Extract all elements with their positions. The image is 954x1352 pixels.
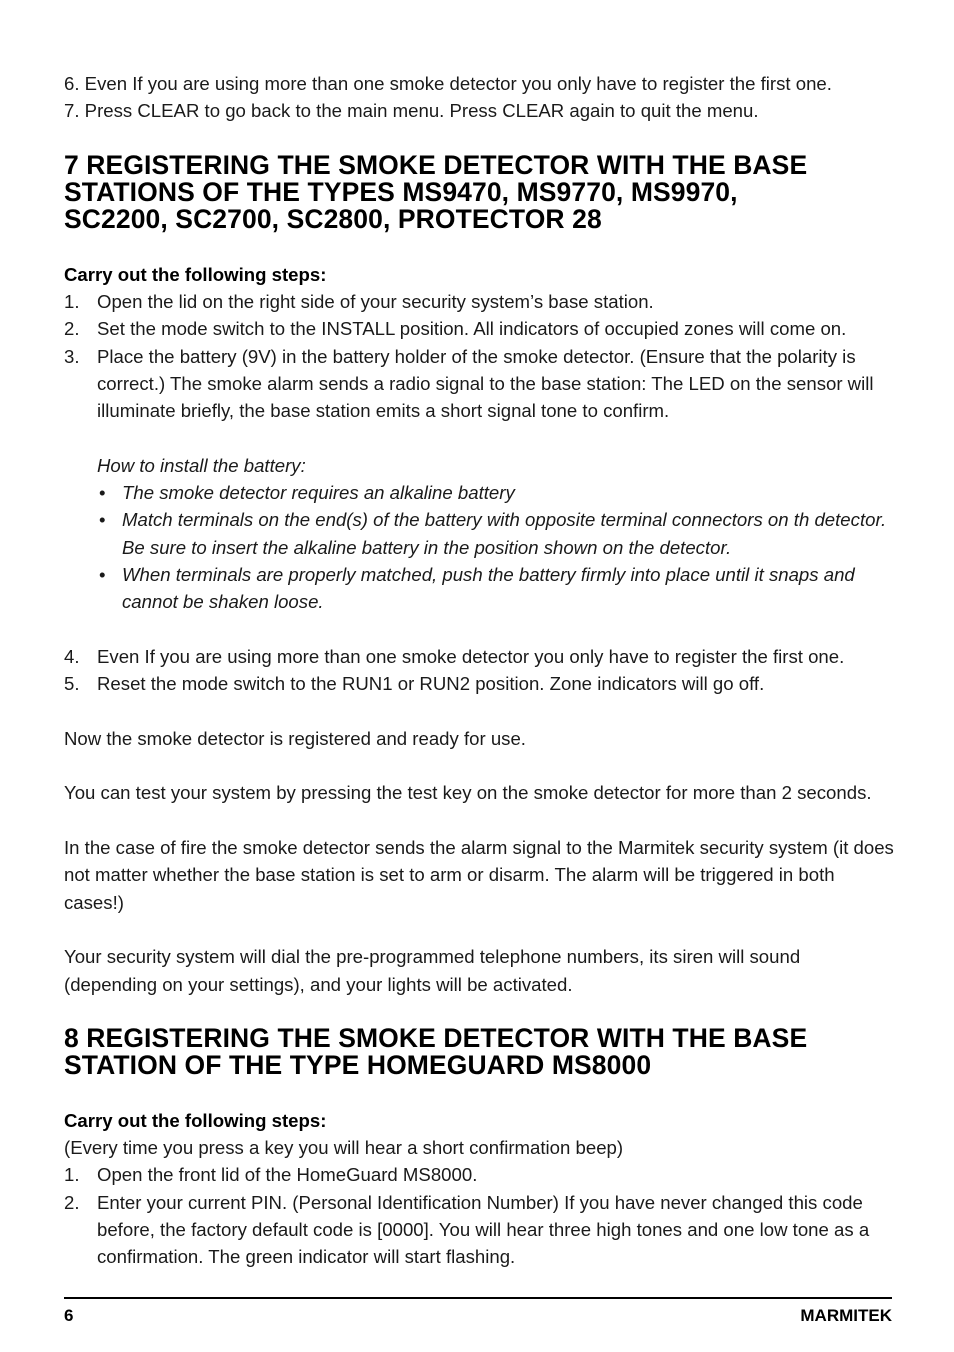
spacer <box>64 125 894 152</box>
page-content <box>64 70 894 1270</box>
step-number: 4. <box>64 645 80 667</box>
bullet-item <box>97 506 894 561</box>
paragraph-registered: Now the smoke detector is registered and ready for use. <box>64 727 526 749</box>
bullet-text: When terminals are properly matched, push the battery firmly into place until it snaps and cannot be shaken loose. <box>122 564 855 613</box>
step-item <box>64 643 894 670</box>
section-7-steps-title: Carry out the following steps: <box>64 263 327 285</box>
battery-install-title: How to install the battery: <box>97 454 306 476</box>
step-text: Enter your current PIN. (Personal Identification Number) If you have never changed this code before, the factory default code is [0000]. You will hear three high tones and one low tone as a confirmation. The green indicator will start flashing. <box>97 1191 870 1268</box>
bullet-text: The smoke detector requires an alkaline battery <box>122 482 515 504</box>
spacer <box>64 234 894 261</box>
spacer <box>64 1080 894 1107</box>
section-8-steps <box>64 1161 894 1270</box>
step-text: Open the front lid of the HomeGuard MS8000. <box>97 1164 478 1186</box>
spacer <box>64 616 894 643</box>
section-8-heading-line1: 8 REGISTERING THE SMOKE DETECTOR WITH THE BASE <box>64 1023 808 1054</box>
section-7-heading-line1: 7 REGISTERING THE SMOKE DETECTOR WITH THE BASE <box>64 149 808 180</box>
bullet-text: Match terminals on the end(s) of the battery with opposite terminal connectors on th detector. Be sure to insert the alkaline battery in the position shown on the detector. <box>122 509 887 558</box>
battery-install-bullets <box>97 479 894 615</box>
spacer <box>64 698 894 725</box>
section-8-steps-title: Carry out the following steps: <box>64 1109 327 1131</box>
section-7-heading <box>64 149 894 235</box>
step-number: 1. <box>64 1164 80 1186</box>
step-text: Set the mode switch to the INSTALL position. All indicators of occupied zones will come on. <box>97 318 847 340</box>
step-number: 2. <box>64 1191 80 1213</box>
paragraph-test: You can test your system by pressing the test key on the smoke detector for more than 2 seconds. <box>64 782 872 804</box>
step-item <box>64 315 894 342</box>
step-item <box>64 288 894 315</box>
step-item <box>64 343 894 425</box>
step-text: Place the battery (9V) in the battery holder of the smoke detector. (Ensure that the polarity is correct.) The smoke alarm sends a radio signal to the base station: The LED on the sensor will illuminate briefly, the base station emits a short signal tone to confirm. <box>97 345 874 422</box>
bullet-symbol: • <box>99 564 106 586</box>
footer-divider <box>64 1297 892 1299</box>
battery-install-note <box>64 452 894 616</box>
step-number: 3. <box>64 345 80 367</box>
page-number: 6 <box>64 1306 74 1325</box>
paragraph-fire: In the case of fire the smoke detector sends the alarm signal to the Marmitek security system (it does not matter whether the base station is set to arm or disarm. The alarm will be triggered in both cases!) <box>64 837 894 913</box>
step-number: 2. <box>64 318 80 340</box>
section-8-intro: (Every time you press a key you will hear a short confirmation beep) <box>64 1136 624 1158</box>
step-item <box>64 670 894 697</box>
section-7-steps <box>64 288 894 424</box>
step-text: Reset the mode switch to the RUN1 or RUN2 position. Zone indicators will go off. <box>97 673 765 695</box>
brand-name: MARMITEK <box>800 1306 892 1325</box>
bullet-item <box>97 561 894 616</box>
bullet-symbol: • <box>99 509 106 531</box>
spacer <box>64 752 894 779</box>
section-8-heading-line2: STATION OF THE TYPE HOMEGUARD MS8000 <box>64 1050 652 1081</box>
top-line-6: 6. Even If you are using more than one smoke detector you only have to register the first one. <box>64 73 832 94</box>
paragraph-dial: Your security system will dial the pre-programmed telephone numbers, its siren will sound (depending on your settings), and your lights will be activated. <box>64 946 801 995</box>
section-7-heading-line3: SC2200, SC2700, SC2800, PROTECTOR 28 <box>64 204 602 235</box>
spacer <box>64 998 894 1025</box>
step-item <box>64 1161 894 1188</box>
step-text: Even If you are using more than one smoke detector you only have to register the first one. <box>97 645 845 667</box>
spacer <box>64 425 894 452</box>
step-number: 1. <box>64 291 80 313</box>
section-7-heading-line2: STATIONS OF THE TYPES MS9470, MS9770, MS9970, <box>64 177 738 208</box>
bullet-item <box>97 479 894 506</box>
section-7-steps-continued <box>64 643 894 698</box>
step-item <box>64 1189 894 1271</box>
step-text: Open the lid on the right side of your security system’s base station. <box>97 291 654 313</box>
top-line-7: 7. Press CLEAR to go back to the main menu. Press CLEAR again to quit the menu. <box>64 100 759 122</box>
spacer <box>64 807 894 834</box>
step-number: 5. <box>64 673 80 695</box>
spacer <box>64 916 894 943</box>
section-8-heading <box>64 1025 894 1080</box>
bullet-symbol: • <box>99 482 106 504</box>
